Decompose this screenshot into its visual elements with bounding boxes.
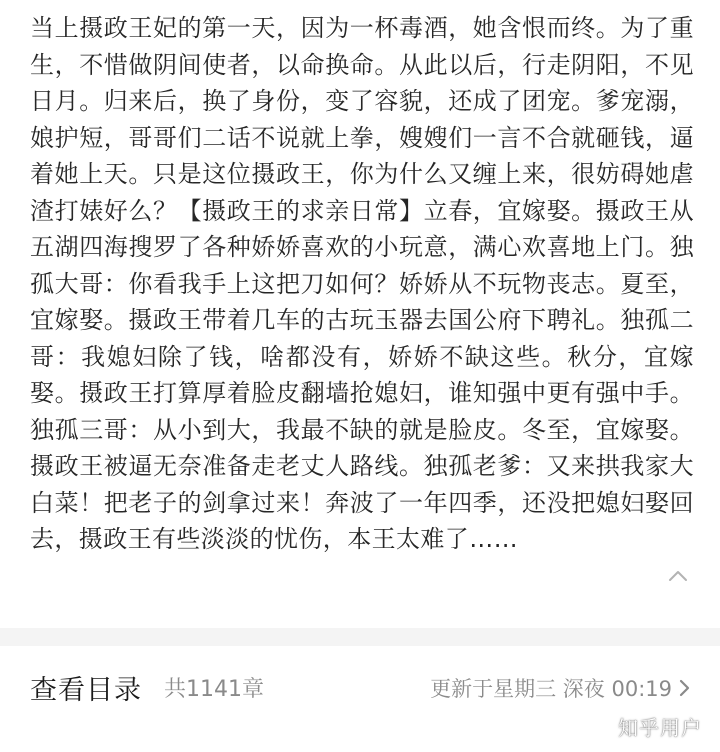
chevron-up-icon — [668, 570, 688, 582]
view-catalog-row[interactable] — [0, 646, 720, 732]
book-intro-text: 当上摄政王妃的第一天，因为一杯毒酒，她含恨而终。为了重生，不惜做阴间使者，以命换命。从此以后，行走阴阳，不见日月。归来后，换了身份，变了容貌，还成了团宠。爹宠溺，娘护短，哥哥们二话不说就上拳，嫂嫂们一言不合就砸钱，逼着她上天。只是这位摄政王，你为什么又缠上来，很妨碍她虐渣打婊好么？【摄政王的求亲日常】立春，宜嫁娶。摄政王从五湖四海搜罗了各种娇娇喜欢的小玩意，满心欢喜地上门。独孤大哥：你看我手上这把刀如何？娇娇从不玩物丧志。夏至，宜嫁娶。摄政王带着几车的古玩玉器去国公府下聘礼。独孤二哥：我媳妇除了钱，啥都没有，娇娇不缺这些。秋分，宜嫁娶。摄政王打算厚着脸皮翻墙抢媳妇，谁知强中更有强中手。独孤三哥：从小到大，我最不缺的就是脸皮。冬至，宜嫁娶。摄政王被逼无奈准备走老丈人路线。独孤老爹：又来拱我家大白菜！把老子的剑拿过来！奔波了一年四季，还没把媳妇娶回去，摄政王有些淡淡的忧伤，本王太难了…… — [30, 14, 694, 553]
watermark: 知乎用户 — [618, 716, 702, 740]
last-update-text: 更新于星期三 深夜 00:19 — [430, 677, 672, 701]
chapter-count: 共1141章 — [164, 677, 264, 702]
chevron-right-icon — [676, 675, 694, 701]
catalog-title: 查看目录 — [30, 675, 142, 706]
section-divider — [0, 628, 720, 646]
collapse-intro-button[interactable] — [664, 562, 692, 590]
